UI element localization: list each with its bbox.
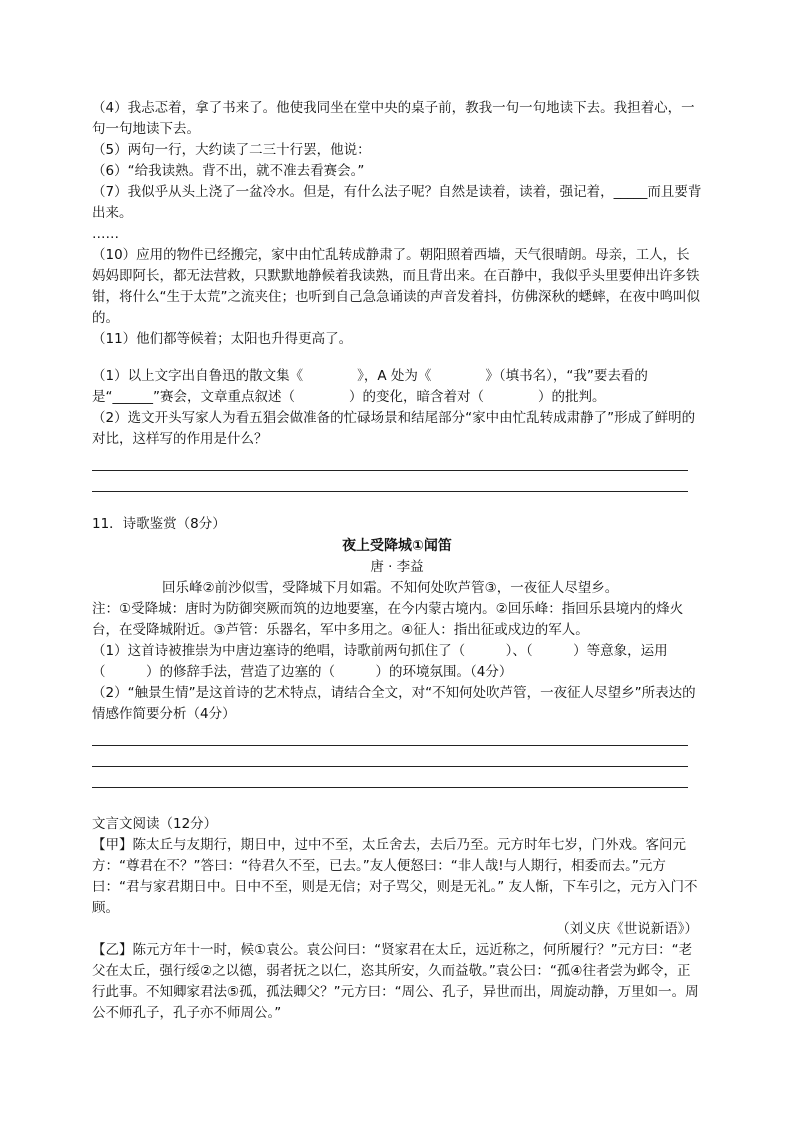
answer-line[interactable] — [92, 450, 688, 471]
poem-body: 回乐峰②前沙似雪，受降城下月如霜。不知何处吹芦管③，一夜征人尽望乡。 — [162, 580, 619, 596]
answer-line[interactable] — [92, 471, 688, 492]
passage-para-11: （11）他们都等候着；太阳也升得更高了。 — [92, 331, 353, 347]
poem-question-1: （1）这首诗被推崇为中唐边塞诗的绝唱，诗歌前两句抓住了（ ）、（ ）等意象，运用（ ）的修辞手法，营造了边塞的（ ）的环境氛围。（4分） — [92, 643, 668, 680]
section-heading-poetry: 11．诗歌鉴赏（8分） — [92, 516, 226, 532]
classical-text-jia: 【甲】陈太丘与友期行，期日中，过中不至，太丘舍去，去后乃至。元方时年七岁，门外戏。客问元方：“尊君在不？”答曰：“待君久不至，已去。”友人便怒曰：“非人哉!与人期行，相委而去。”元方曰：“君与家君期日中。日中不至，则是无信；对子骂父，则是无礼。” 友人惭，下车引之，元方入门不顾。 — [92, 837, 698, 916]
poem-notes: 注：①受降城：唐时为防御突厥而筑的边地要塞，在今内蒙古境内。②回乐峰：指回乐县境内的烽火台，在受降城附近。③芦管：乐器名，军中多用之。④征人：指出征或戍边的军人。 — [92, 601, 684, 638]
passage-para-4: （4）我忐忑着，拿了书来了。他使我同坐在堂中央的桌子前，教我一句一句地读下去。我担着心，一句一句地读下去。 — [92, 100, 695, 137]
classical-text-yi: 【乙】陈元方年十一时，候①袁公。袁公问曰：“贤家君在太丘，远近称之，何所履行？”元方曰：“老父在太丘，强行绥②之以德，弱者抚之以仁，恣其所安，久而益敬。”袁公曰：“孤④往者尝为邺令，正行此事。不知卿家君法⑤孤，孤法卿父？”元方曰：“周公、孔子，异世而出，周旋动静，万里如一。周公不师孔子，孔子亦不师周公。” — [92, 942, 699, 1021]
poem-author: 唐 · 李益 — [370, 559, 424, 575]
passage-para-5: （5）两句一行，大约读了二三十行罢，他说： — [92, 142, 371, 158]
poem-title: 夜上受降城①闻笛 — [342, 538, 452, 554]
answer-line[interactable] — [92, 767, 688, 788]
question-2: （2）选文开头写家人为看五猖会做准备的忙碌场景和结尾部分“家中由忙乱转成肃静了”形成了鲜明的对比，这样写的作用是什么？ — [92, 410, 696, 447]
passage-para-6: （6）“给我读熟。背不出，就不准去看赛会。” — [92, 163, 365, 179]
poem-question-2: （2）“触景生情”是这首诗的艺术特点，请结合全文，对“不知何处吹芦管，一夜征人尽望乡”所表达的情感作简要分析（4分） — [92, 685, 696, 722]
passage-para-7: （7）我似乎从头上浇了一盆冷水。但是，有什么法子呢？自然是读着，读着，强记着，_____而且要背出来。 — [92, 184, 702, 221]
classical-source: （刘义庆《世说新语》） — [556, 921, 698, 937]
answer-line[interactable] — [92, 746, 688, 767]
answer-line[interactable] — [92, 725, 688, 746]
passage-ellipsis: …… — [92, 226, 119, 242]
section-heading-classical: 文言文阅读（12分） — [92, 816, 218, 832]
exam-page — [92, 98, 702, 1024]
passage-para-10: （10）应用的物件已经搬完，家中由忙乱转成静肃了。朝阳照着西墙，天气很晴朗。母亲，工人，长妈妈即阿长，都无法营救，只默默地静候着我读熟，而且背出来。在百静中，我似乎头里要伸出许多铁钳，将什么“生于太荒”之流夹住；也听到自己急急诵读的声音发着抖，仿佛深秋的蟋蟀，在夜中鸣叫似的。 — [92, 247, 700, 326]
question-1: （1）以上文字出自鲁迅的散文集《 》，A 处为《 》（填书名），“我”要去看的是“______”赛会，文章重点叙述（ ）的变化，暗含着对（ ）的批判。 — [92, 368, 648, 405]
